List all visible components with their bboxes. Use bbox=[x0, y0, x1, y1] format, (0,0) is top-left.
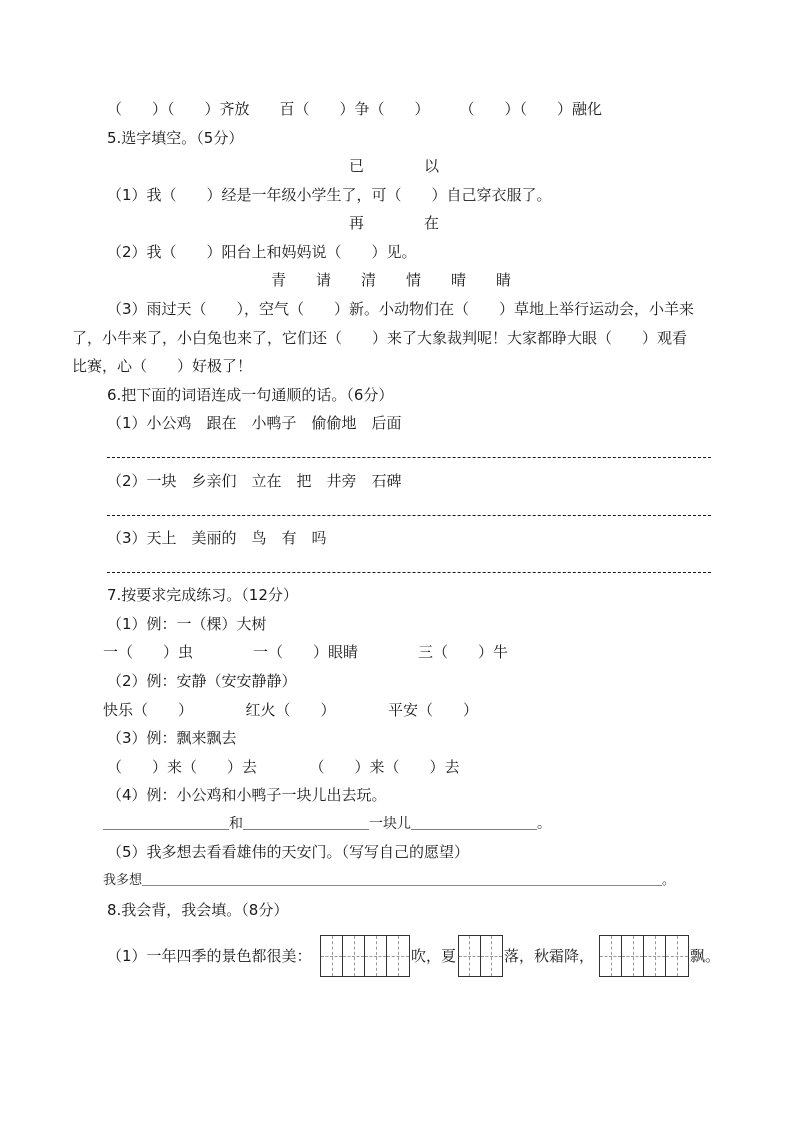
grid-cell[interactable] bbox=[600, 936, 622, 976]
grid-cell[interactable] bbox=[622, 936, 644, 976]
q5-sentence-2: （2）我（ ）阳台上和妈妈说（ ）见。 bbox=[107, 243, 417, 261]
q8-grid-box-2[interactable] bbox=[458, 935, 503, 977]
q7-example-2: （2）例：安静（安安静静） bbox=[107, 672, 297, 690]
grid-cell[interactable] bbox=[321, 936, 343, 976]
q6-item-1: （1）小公鸡 跟在 小鸭子 偷偷地 后面 bbox=[107, 414, 402, 432]
q7-example-1: （1）例：一（棵）大树 bbox=[107, 615, 267, 633]
q5-title: 5.选字填空。（5分） bbox=[107, 129, 244, 147]
q8-text-after-box-1: 吹，夏 bbox=[411, 947, 457, 965]
q7-example-5: （5）我多想去看看雄伟的天安门。（写写自己的愿望） bbox=[107, 843, 470, 861]
q7-example-4: （4）例：小公鸡和小鸭子一块儿出去玩。 bbox=[107, 786, 387, 804]
grid-cell[interactable] bbox=[644, 936, 666, 976]
q6-answer-line-1[interactable] bbox=[107, 457, 711, 458]
q7-row-1: 一（ ）虫 一（ ）眼睛 三（ ）牛 bbox=[103, 643, 509, 661]
q5-options-1: 已 以 bbox=[349, 157, 440, 175]
q8-sentence-1-lead: （1）一年四季的景色都很美： bbox=[107, 947, 312, 965]
q8-text-after-box-2: 落，秋霜降， bbox=[504, 947, 595, 965]
q6-answer-line-2[interactable] bbox=[107, 515, 711, 516]
q5-options-3: 青 请 清 情 晴 睛 bbox=[271, 271, 512, 289]
q6-item-2: （2）一块 乡亲们 立在 把 井旁 石碑 bbox=[107, 472, 402, 490]
grid-cell[interactable] bbox=[481, 936, 502, 976]
q6-title: 6.把下面的词语连成一句通顺的话。（6分） bbox=[107, 386, 394, 404]
q5-options-2: 再 在 bbox=[349, 214, 440, 232]
q7-row-3: （ ）来（ ）去 （ ）来（ ）去 bbox=[107, 758, 460, 776]
q5-sentence-3a: （3）雨过天（ ），空气（ ）新。小动物们在（ ）草地上举行运动会，小羊来 bbox=[107, 300, 695, 318]
grid-cell[interactable] bbox=[666, 936, 688, 976]
q7-row-4: ＿＿＿＿＿＿＿＿＿和＿＿＿＿＿＿＿＿＿一块儿＿＿＿＿＿＿＿＿＿。 bbox=[103, 816, 551, 832]
grid-cell[interactable] bbox=[365, 936, 387, 976]
q8-grid-box-1[interactable] bbox=[320, 935, 410, 977]
q8-title: 8.我会背，我会填。（8分） bbox=[107, 901, 289, 919]
q7-row-5: 我多想＿＿＿＿＿＿＿＿＿＿＿＿＿＿＿＿＿＿＿＿＿＿＿＿＿＿＿＿＿＿＿＿＿＿＿＿＿＿＿＿。 bbox=[103, 873, 676, 888]
q8-text-after-box-3: 飘。 bbox=[690, 947, 721, 965]
q7-title: 7.按要求完成练习。（12分） bbox=[107, 586, 298, 604]
grid-cell[interactable] bbox=[459, 936, 481, 976]
q7-example-3: （3）例：飘来飘去 bbox=[107, 729, 237, 747]
q5-sentence-3c: 比赛，心（ ）好极了！ bbox=[72, 357, 253, 375]
grid-cell[interactable] bbox=[387, 936, 409, 976]
q4-tail-line: （ ）（ ）齐放 百（ ）争（ ） （ ）（ ）融化 bbox=[107, 100, 603, 118]
q6-answer-line-3[interactable] bbox=[107, 572, 711, 573]
q8-grid-box-3[interactable] bbox=[599, 935, 689, 977]
q6-item-3: （3）天上 美丽的 鸟 有 吗 bbox=[107, 529, 327, 547]
q7-row-2: 快乐（ ） 红火（ ） 平安（ ） bbox=[103, 701, 479, 719]
grid-cell[interactable] bbox=[343, 936, 365, 976]
q5-sentence-1: （1）我（ ）经是一年级小学生了，可（ ）自己穿衣服了。 bbox=[107, 186, 552, 204]
q5-sentence-3b: 了，小牛来了，小白兔也来了，它们还（ ）来了大象裁判呢！大家都睁大眼（ ）观看 bbox=[72, 329, 688, 347]
